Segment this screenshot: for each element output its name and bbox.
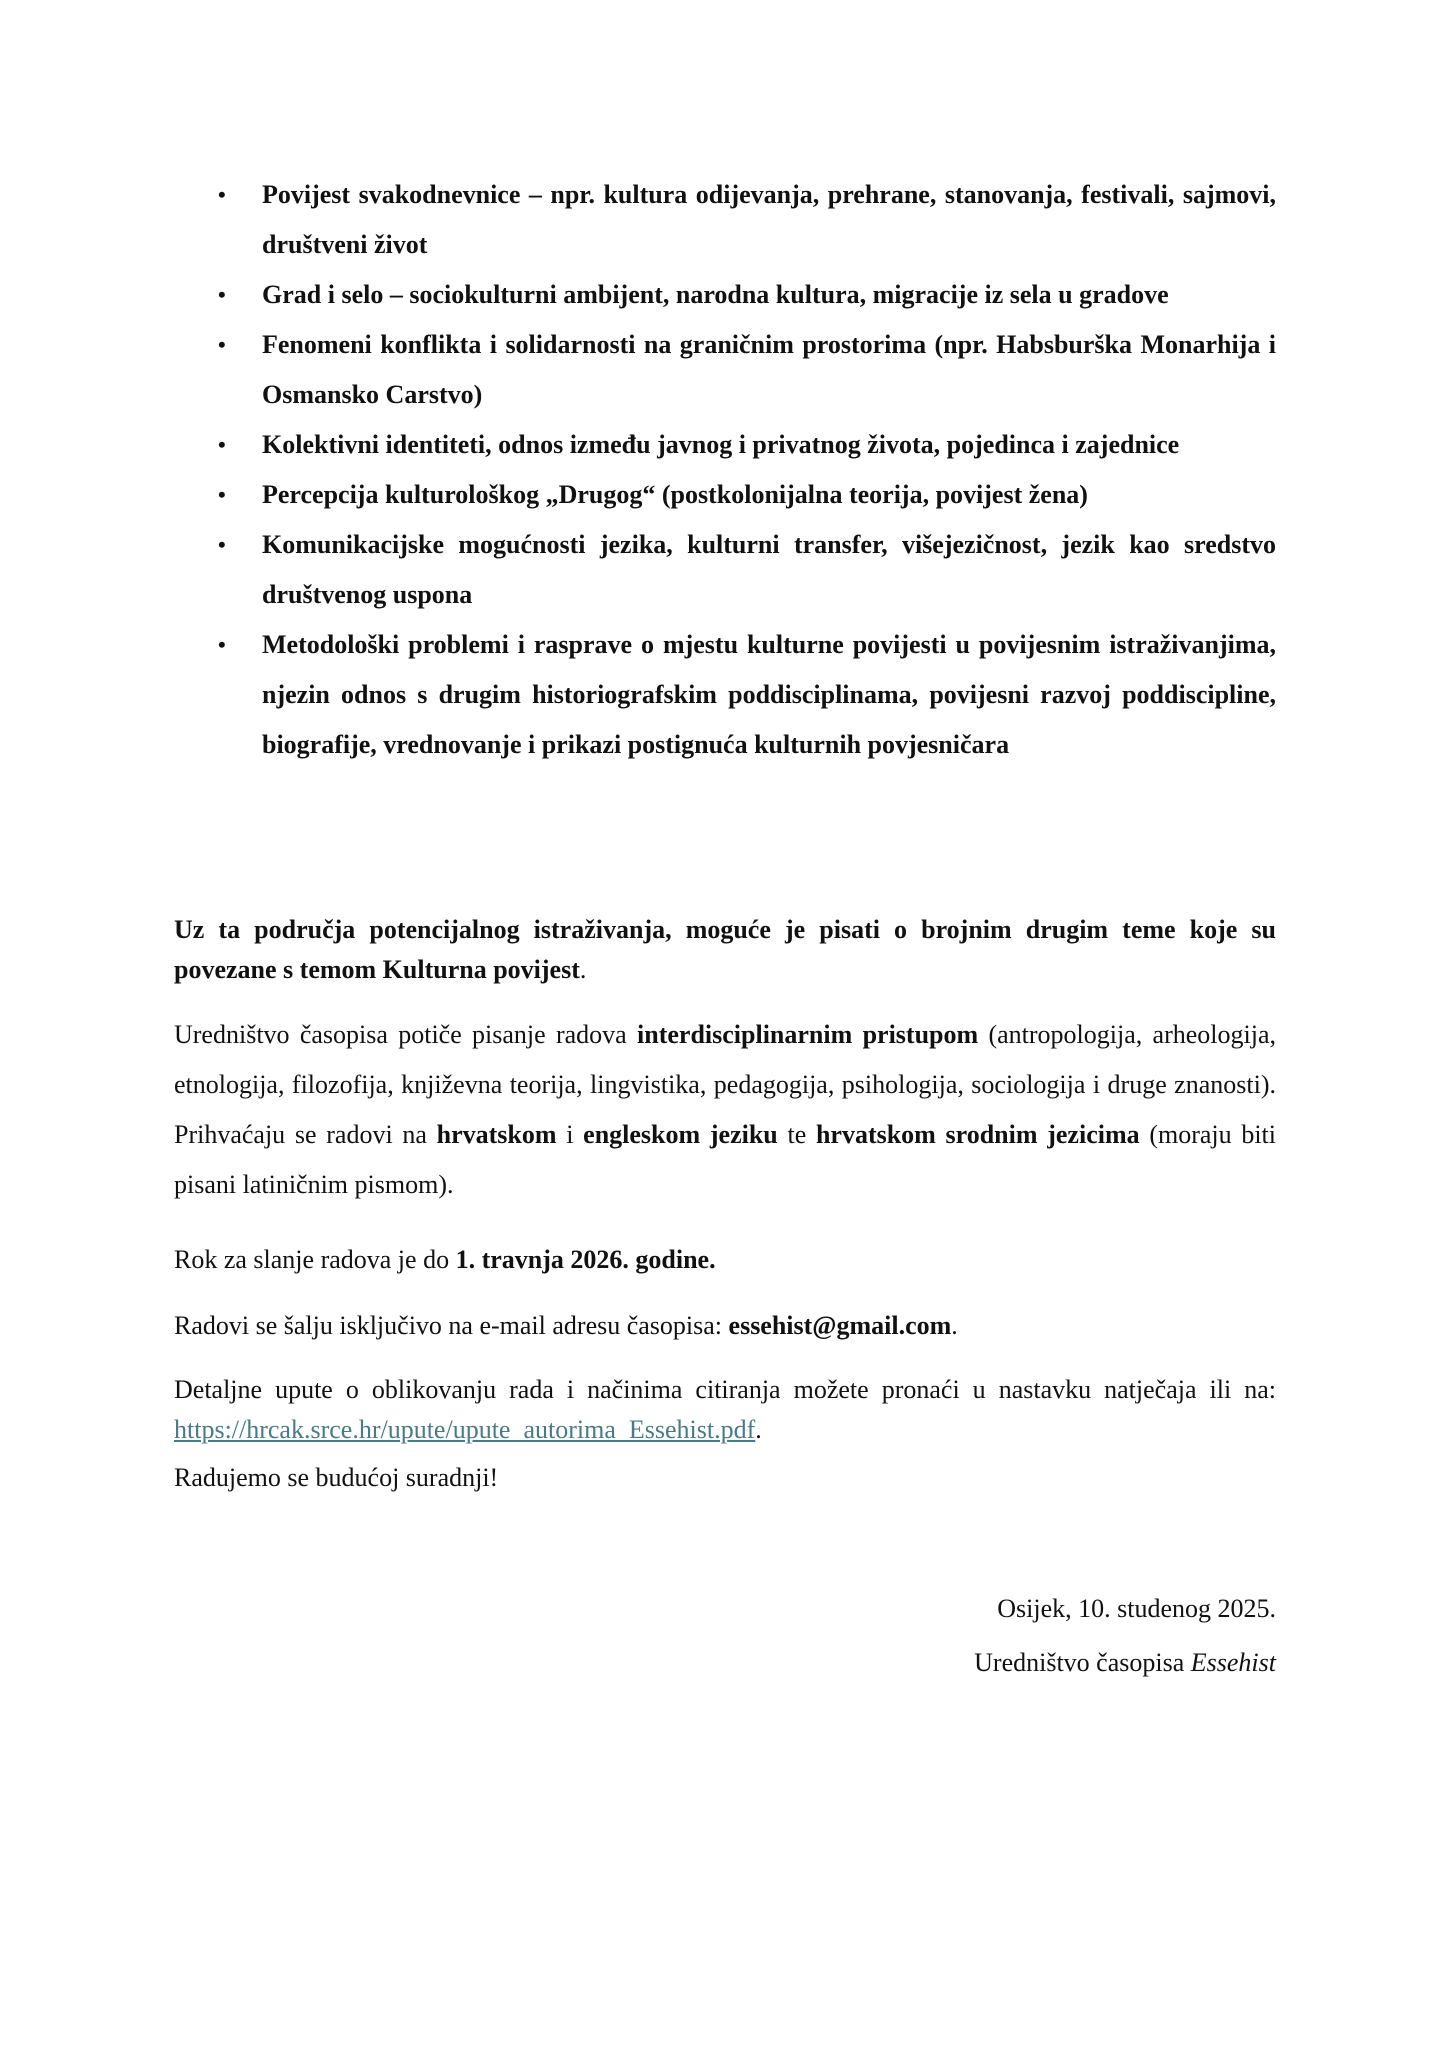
text-segment: Uredništvo časopisa potiče pisanje radova [174,1020,638,1049]
deadline-date: 1. travnja 2026. godine. [455,1245,716,1274]
interdisciplinary-paragraph [174,1010,1276,1210]
list-item [174,470,1276,520]
topic-text: Metodološki problemi i rasprave o mjestu kulturne povijesti u povijesnim istraživanjima, njezin odnos s drugim historiografskim poddisciplinama, povijesni razvoj poddiscipline, biografije, vrednovanje i prikazi postignuća kulturnih povjesničara [262,630,1276,759]
deadline-paragraph [174,1240,1276,1280]
list-item [174,270,1276,320]
bullet-icon: • [218,432,226,457]
text-segment: te [777,1120,816,1149]
signature [974,1648,1276,1678]
email-address[interactable]: essehist@gmail.com [728,1311,952,1340]
list-item [174,420,1276,470]
topic-text: Percepcija kulturološkog „Drugog“ (postkolonijalna teorija, povijest žena) [262,480,1088,509]
bullet-icon: • [218,332,226,357]
list-item [174,520,1276,620]
bold-segment: hrvatskom [436,1120,557,1149]
guidelines-link[interactable]: https://hrcak.srce.hr/upute/upute_autorima_Essehist.pdf [174,1415,756,1444]
text-segment: (antropologija, arheologija, etnologija, filozofija, književna teorija, lingvistika, pedagogija, psihologija, sociologija i druge znanosti). Prihvaćaju se radovi na [174,1020,1276,1149]
submission-paragraph [174,1306,1276,1346]
bullet-icon: • [218,532,226,557]
topic-text: Fenomeni konflikta i solidarnosti na graničnim prostorima (npr. Habsburška Monarhija i Osmansko Carstvo) [262,330,1276,409]
topic-text: Grad i selo – sociokulturni ambijent, narodna kultura, migracije iz sela u gradove [262,280,1169,309]
journal-name: Essehist [1190,1648,1276,1677]
guidelines-paragraph [174,1370,1276,1450]
intro-paragraph [174,910,1276,990]
list-item [174,170,1276,270]
research-topics-list [174,170,1276,770]
intro-end: . [579,955,587,984]
document-body [174,170,1277,1677]
list-item [174,620,1276,770]
bold-segment: hrvatskom srodnim jezicima [815,1120,1140,1149]
text-segment: (moraju biti pisani latiničnim pismom). [174,1120,1277,1199]
submission-end: . [951,1311,958,1340]
topic-text: Kolektivni identiteti, odnos između javnog i privatnog života, pojedinca i zajednice [262,430,1180,459]
guidelines-end: . [755,1415,762,1444]
bullet-icon: • [218,282,226,307]
topic-text: Povijest svakodnevnice – npr. kultura odijevanja, prehrane, stanovanja, festivali, sajmovi, društveni život [262,180,1276,259]
closing-paragraph: Radujemo se budućoj suradnji! [174,1463,499,1492]
bullet-icon: • [218,632,226,657]
bold-segment: engleskom jeziku [583,1120,778,1149]
bullet-icon: • [218,182,226,207]
bold-segment: interdisciplinarnim pristupom [637,1020,979,1049]
submission-text: Radovi se šalju isključivo na e-mail adresu časopisa: [174,1311,729,1340]
intro-text: Uz ta područja potencijalnog istraživanja, moguće je pisati o brojnim drugim teme koje su povezane s temom Kulturna povijest [174,915,1276,984]
topic-text: Komunikacijske mogućnosti jezika, kulturni transfer, višejezičnost, jezik kao sredstvo društvenog uspona [262,530,1276,609]
place-and-date: Osijek, 10. studenog 2025. [997,1594,1276,1623]
guidelines-text: Detaljne upute o oblikovanju rada i načinima citiranja možete pronaći u nastavku natječaja ili na: [174,1375,1276,1404]
list-item [174,320,1276,420]
signature-org: Uredništvo časopisa [974,1648,1191,1677]
bullet-icon: • [218,482,226,507]
text-segment: i [556,1120,584,1149]
deadline-text: Rok za slanje radova je do [174,1245,456,1274]
